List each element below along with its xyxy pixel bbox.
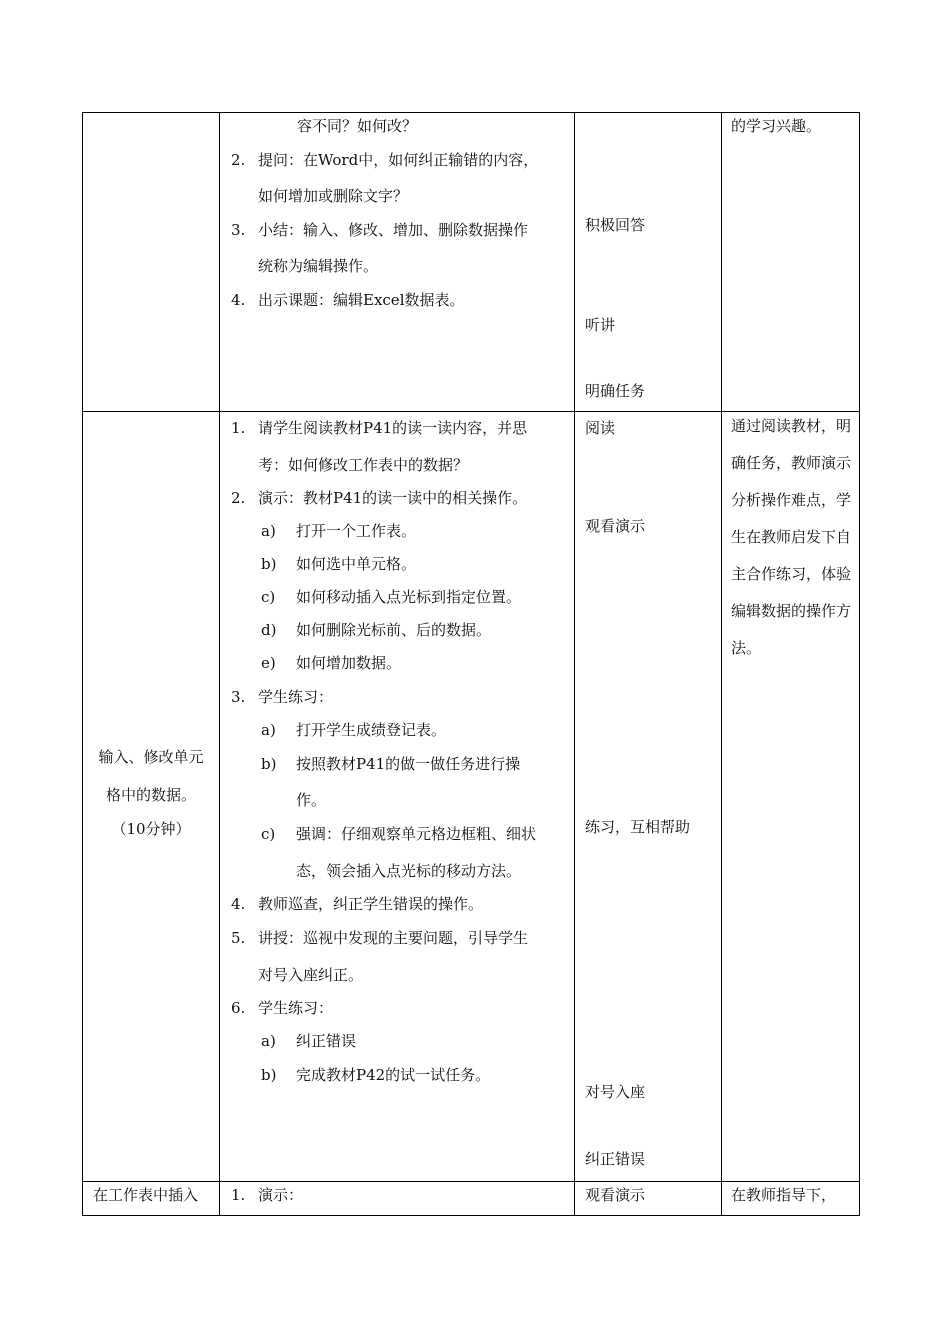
row-divider-2 (82, 1181, 860, 1182)
procedure-text: 容不同？如何改？ (297, 117, 418, 135)
procedure-number: a) (261, 522, 276, 540)
section-title: 在工作表中插入 (93, 1186, 199, 1204)
procedure-text: 打开一个工作表。 (296, 522, 417, 540)
procedure-text: 按照教材P41的做一做任务进行操 (296, 755, 521, 773)
procedure-number: 4. (231, 291, 246, 309)
student-activity: 阅读 (585, 419, 616, 437)
section-title: 格中的数据。 (105, 786, 196, 804)
table-bottom-border (82, 1215, 860, 1216)
procedure-number: 2. (231, 151, 246, 169)
procedure-text: 作。 (296, 791, 327, 809)
procedure-number: a) (261, 1032, 276, 1050)
procedure-number: b) (261, 1066, 277, 1084)
procedure-number: c) (261, 825, 276, 843)
procedure-text: 提问：在Word中，如何纠正输错的内容， (258, 151, 539, 169)
procedure-text: 完成教材P42的试一试任务。 (296, 1066, 491, 1084)
student-activity: 明确任务 (585, 382, 646, 400)
procedure-number: 1. (231, 419, 246, 437)
student-activity: 纠正错误 (585, 1150, 646, 1168)
procedure-number: e) (261, 654, 276, 672)
procedure-text: 教师巡查，纠正学生错误的操作。 (258, 895, 484, 913)
procedure-number: 2. (231, 489, 246, 507)
procedure-number: 4. (231, 895, 246, 913)
procedure-text: 如何增加或删除文字？ (258, 187, 409, 205)
procedure-text: 如何删除光标前、后的数据。 (296, 621, 492, 639)
table-top-border (82, 112, 860, 113)
procedure-text: 打开学生成绩登记表。 (296, 721, 447, 739)
procedure-text: 考：如何修改工作表中的数据？ (258, 456, 469, 474)
purpose-text: 的学习兴趣。 (731, 117, 822, 135)
procedure-text: 纠正错误 (296, 1032, 357, 1050)
col-divider-2 (574, 112, 575, 1216)
purpose-text: 在教师指导下， (731, 1186, 837, 1204)
table-right-border (859, 112, 860, 1216)
procedure-number: 1. (231, 1186, 246, 1204)
procedure-number: 3. (231, 688, 246, 706)
procedure-text: 学生练习： (258, 999, 334, 1017)
col-divider-1 (219, 112, 220, 1216)
procedure-text: 统称为编辑操作。 (258, 257, 379, 275)
procedure-number: d) (261, 621, 277, 639)
procedure-number: b) (261, 555, 277, 573)
procedure-number: b) (261, 755, 277, 773)
student-activity: 练习，互相帮助 (585, 818, 691, 836)
section-duration: （10分钟） (111, 820, 191, 838)
col-divider-3 (721, 112, 722, 1216)
procedure-text: 演示： (258, 1186, 304, 1204)
procedure-number: a) (261, 721, 276, 739)
procedure-number: 6. (231, 999, 246, 1017)
procedure-number: 5. (231, 929, 246, 947)
section-title: 输入、修改单元 (98, 748, 204, 766)
procedure-text: 对号入座纠正。 (258, 966, 364, 984)
student-activity: 听讲 (585, 316, 616, 334)
student-activity: 对号入座 (585, 1083, 646, 1101)
procedure-number: 3. (231, 221, 246, 239)
procedure-text: 态，领会插入点光标的移动方法。 (296, 862, 522, 880)
procedure-number: c) (261, 588, 276, 606)
student-activity: 观看演示 (585, 517, 646, 535)
procedure-text: 演示：教材P41的读一读中的相关操作。 (258, 489, 528, 507)
procedure-text: 学生练习： (258, 688, 334, 706)
procedure-text: 小结：输入、修改、增加、删除数据操作 (258, 221, 529, 239)
student-activity: 积极回答 (585, 216, 646, 234)
student-activity: 观看演示 (585, 1186, 646, 1204)
procedure-text: 如何增加数据。 (296, 654, 402, 672)
table-left-border (82, 112, 83, 1216)
procedure-text: 出示课题：编辑Excel数据表。 (258, 291, 465, 309)
purpose-text: 通过阅读教材，明确任务，教师演示分析操作难点，学生在教师启发下自主合作练习，体验编辑数据的操作方法。 (731, 417, 852, 657)
procedure-text: 请学生阅读教材P41的读一读内容，并思 (258, 419, 528, 437)
procedure-text: 讲授：巡视中发现的主要问题，引导学生 (258, 929, 529, 947)
procedure-text: 强调：仔细观察单元格边框粗、细状 (296, 825, 537, 843)
procedure-text: 如何选中单元格。 (296, 555, 417, 573)
procedure-text: 如何移动插入点光标到指定位置。 (296, 588, 522, 606)
